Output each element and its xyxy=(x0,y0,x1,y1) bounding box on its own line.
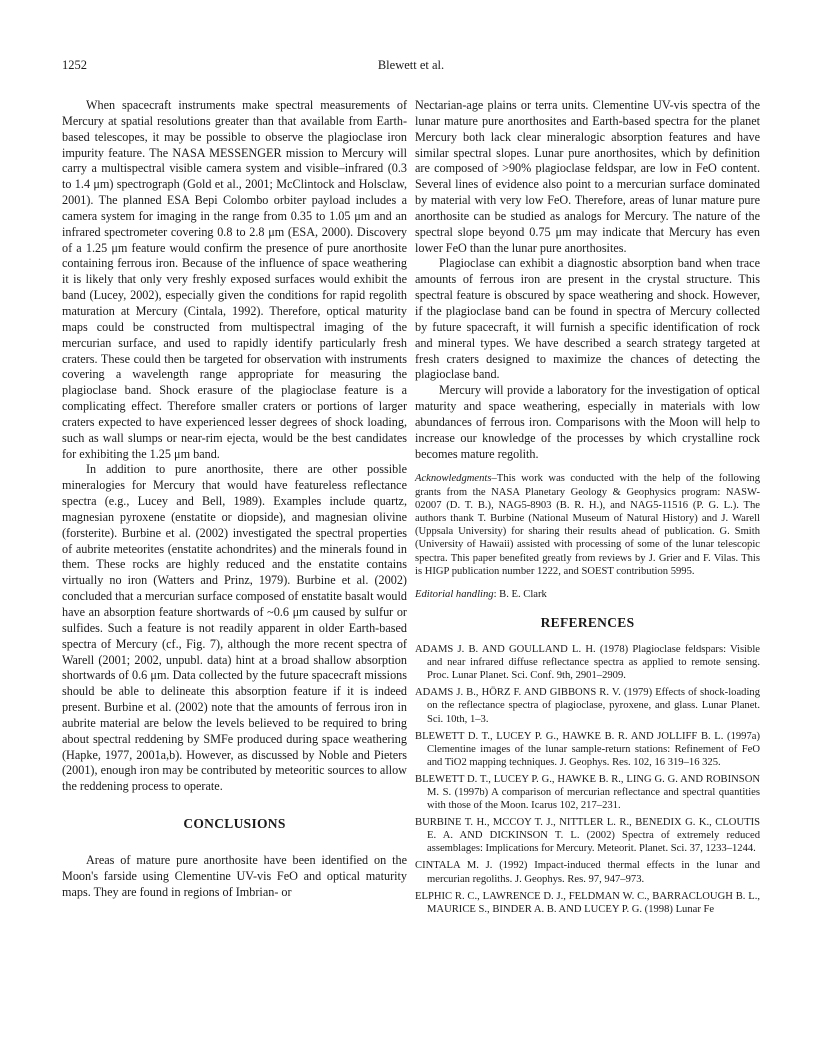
reference-item: ELPHIC R. C., LAWRENCE D. J., FELDMAN W. C., BARRACLOUGH B. L., MAURICE S., BINDER A. B. AND LUCEY P. G. (1998) Lunar Fe xyxy=(415,890,760,915)
conclusions-heading: CONCLUSIONS xyxy=(183,816,286,832)
reference-item: BLEWETT D. T., LUCEY P. G., HAWKE B. R., LING G. G. AND ROBINSON M. S. (1997b) A comparison of mercurian reflectance and spectral quantities with those of the Moon. Icarus 102, 217–231. xyxy=(415,773,760,812)
acknowledgments-text: This work was conducted with the help of the following grants from the NASA Planetary Geology & Geophysics program: NASW-02007 (D. T. B.), NAG5-8903 (B. R. H.), and NAG5-11516 (P. G. L.). The authors thank T. Burbine (National Museum of Natural History) and J. Warell (Uppsala University) for sharing their results ahead of publication. G. Smith (University of Hawaii) assisted with processing of some of the lunar telescopic spectra. This paper benefited greatly from reviews by J. Grier and F. Vilas. This is HIGP publication number 1222, and SOEST contribution 5995. xyxy=(415,473,760,577)
body-paragraph: In addition to pure anorthosite, there are other possible mineralogies for Mercury that would have featureless reflectance spectra (e.g., Lucey and Bell, 1989). Examples include quartz, magnesian pyroxene (enstatite or diopside), and magnesian olivine (forsterite). Burbine et al. (2002) investigated the spectral properties of aubrite meteorites (enstatite achondrites) and the minerals found in them. These rocks are highly reduced and the enstatite contains virtually no iron (Watters and Prinz, 1979). Burbine et al. (2002) concluded that a mercurian surface composed of enstatite basalt would have an absorption feature shortwards of ~0.6 μm caused by sulfur or sulfides. Such a feature is not readily apparent in older Earth-based spectra of Mercury (cf., Fig. 7), although the more recent spectra of Warell (2001; 2002, unpubl. data) hint at a broad shallow absorption shortwards of 0.6 μm. Data collected by the future spacecraft missions should be able to delineate this absorption feature if it is indeed present. Burbine et al. (2002) note that the amounts of ferrous iron in aubrite material are below the levels believed to be required to bring about spectral reddening by SMFe produced during space weathering (Hapke, 1977, 2001a,b). However, as discussed by Noble and Pieters (2001), enough iron may be contributed by meteoritic sources to allow the reddening process to operate. xyxy=(62,462,407,794)
body-paragraph: Mercury will provide a laboratory for the investigation of optical maturity and space weathering, especially in materials with low abundances of ferrous iron. Comparisons with the Moon will help to increase our knowledge of the processes by which crystalline rock becomes mature regolith. xyxy=(415,383,760,461)
running-head: Blewett et al. xyxy=(377,58,445,72)
reference-item: ADAMS J. B., HÖRZ F. AND GIBBONS R. V. (1979) Effects of shock-loading on the reflectance spectra of plagioclase, pyroxene, and glass. Lunar Planet. Sci. 10th, 1–3. xyxy=(415,687,760,725)
acknowledgments-lead: Acknowledgments– xyxy=(415,473,497,485)
body-paragraph: Plagioclase can exhibit a diagnostic absorption band when trace amounts of ferrous iron are present in the crystal structure. This spectral feature is obscured by space weathering and shock. However, if the plagioclase band can be found in spectra of Mercury collected by future spacecraft, it will furnish a specific identification of rock and mineral types. We have described a search strategy targeted at fresh craters designed to maximize the chances of detecting the plagioclase band. xyxy=(415,256,760,382)
references-list xyxy=(415,643,760,916)
reference-item: CINTALA M. J. (1992) Impact-induced thermal effects in the lunar and mercurian regoliths. J. Geophys. Res. 97, 947–973. xyxy=(415,860,760,885)
reference-item: BLEWETT D. T., LUCEY P. G., HAWKE B. R. AND JOLLIFF B. L. (1997a) Clementine images of the lunar sample-return stations: Refinement of FeO and TiO2 mapping techniques. J. Geophys. Res. 102, 16 319–16 325. xyxy=(415,730,760,768)
acknowledgments xyxy=(415,472,760,578)
body-paragraph: When spacecraft instruments make spectral measurements of Mercury at spatial resolutions greater than that available from Earth-based telescopes, it may be possible to observe the plagioclase iron impurity feature. The NASA MESSENGER mission to Mercury will carry a multispectral visible camera system and visible–infrared (0.3 to 1.4 μm) spectrograph (Gold et al., 2001; McClintock and Holsclaw, 2001). The planned ESA Bepi Colombo orbiter payload includes a camera system for imaging in the range from 0.35 to 1.05 μm and an infrared spectrometer covering 0.8 to 2.8 μm (ESA, 2000). Discovery of a 1.25 μm feature would confirm the presence of pure anorthosite containing ferrous iron. Because of the influence of space weathering it is likely that only very freshly exposed surfaces would exhibit the band (Lucey, 2002), especially given the conditions for rapid regolith maturation at Mercury (Cintala, 1992). Therefore, optical maturity maps could be constructed from multispectral imaging of the mercurian surface, and used to rapidly identify particularly fresh craters. These could then be targeted for observation with instruments covering a wavelength range appropriate for measuring the plagioclase band. Shock erasure of the plagioclase feature is a complicating effect. Therefore smaller craters or portions of larger craters expected to have experienced lesser degrees of shock loading, such as wall slumps or near-rim ejecta, would be the best candidates for exhibiting the 1.25 μm band. xyxy=(62,98,407,461)
reference-item: BURBINE T. H., MCCOY T. J., NITTLER L. R., BENEDIX G. K., CLOUTIS E. A. AND DICKINSON T. L. (2002) Spectra of extremely reduced assemblages: Implications for Mercury. Meteorit. Planet. Sci. 37, 1233–1244. xyxy=(415,817,760,855)
references-heading: REFERENCES xyxy=(540,615,635,631)
right-column xyxy=(415,98,760,920)
page-number: 1252 xyxy=(62,58,87,72)
editorial-handling xyxy=(415,588,760,601)
body-paragraph: Nectarian-age plains or terra units. Clementine UV-vis spectra of the lunar mature pure anorthosites and Earth-based spectra for the planet Mercury both lack clear mineralogic absorption features and have similar spectral slopes. Lunar pure anorthosites, which by definition are composed of >90% plagioclase feldspar, are low in FeO content. Several lines of evidence also point to a mercurian surface dominated by material with very low FeO. Therefore, areas of lunar mature pure anorthosite can be studied as analogs for Mercury. The nature of the spectral slope beyond 0.75 μm may indicate that Mercury has even lower FeO than the lunar pure anorthosites. xyxy=(415,98,760,255)
editorial-label: Editorial handling xyxy=(415,589,494,601)
reference-item: ADAMS J. B. AND GOULLAND L. H. (1978) Plagioclase feldspars: Visible and near infrared diffuse reflectance spectra as applied to remote sensing. Proc. Lunar Planet. Sci. Conf. 9th, 2901–2909. xyxy=(415,644,760,682)
editorial-value: : B. E. Clark xyxy=(493,589,547,601)
conclusions-paragraph: Areas of mature pure anorthosite have been identified on the Moon's farside using Clementine UV-vis FeO and optical maturity maps. They are found in regions of Imbrian- or xyxy=(62,853,407,899)
left-column xyxy=(62,98,407,901)
